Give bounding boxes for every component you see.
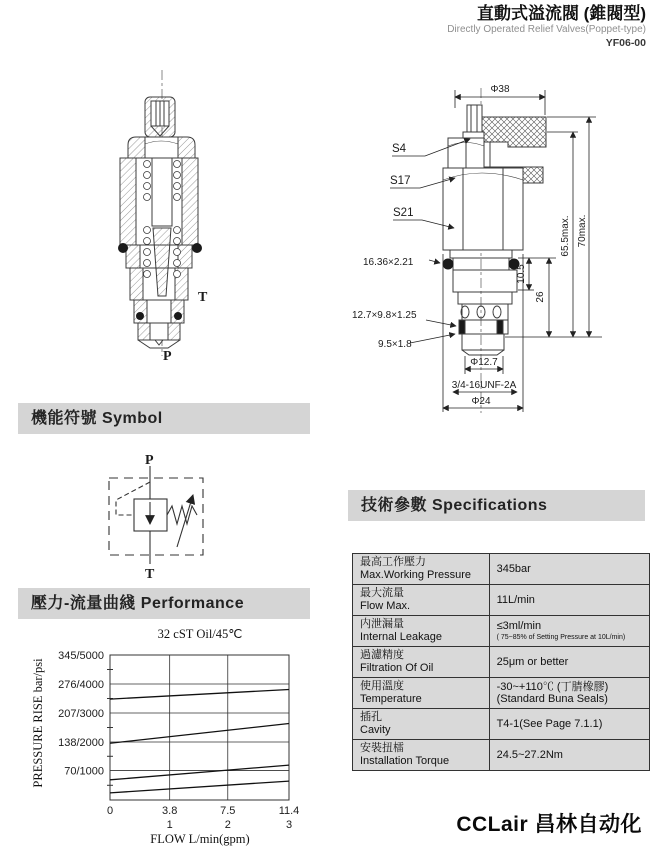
section-header-performance: 壓力-流量曲綫 Performance <box>18 588 310 619</box>
dim-oring: 16.36×2.21 <box>363 257 414 268</box>
label-s21: S21 <box>393 207 414 219</box>
spec-label-cn: 最大流量 <box>360 587 404 599</box>
dim-backup-ring: 12.7×9.8×1.25 <box>352 310 417 321</box>
valve-section-drawing <box>103 68 223 363</box>
chart-ylabel: PRESSURE RISE bar/psi <box>31 658 45 788</box>
spec-row-cavity <box>353 709 650 740</box>
dim-65-5max: 65.5max. <box>560 215 571 257</box>
spec-label-cn: 安裝扭檑 <box>360 742 404 754</box>
port-label-p: P <box>163 349 172 363</box>
svg-text:276/4000: 276/4000 <box>58 679 104 691</box>
spec-label-cn: 最高工作壓力 <box>360 556 426 568</box>
dim-seal: 9.5×1.8 <box>378 339 412 350</box>
dim-thread: 3/4-16UNF-2A <box>451 380 517 391</box>
svg-text:2: 2 <box>224 819 231 831</box>
dim-10-5: 10.5 <box>516 264 527 284</box>
section-header-specifications: 技術參數 Specifications <box>348 490 645 521</box>
chart-xlabel: FLOW L/min(gpm) <box>150 832 250 846</box>
dim-26: 26 <box>535 291 546 303</box>
svg-text:138/2000: 138/2000 <box>58 737 104 749</box>
spec-value: 24.5~27.2Nm <box>496 748 563 761</box>
symbol-port-t: T <box>145 567 155 582</box>
svg-text:1: 1 <box>166 819 173 831</box>
spec-row-max-working-pressure <box>353 554 650 585</box>
spec-value: T4-1(See Page 7.1.1) <box>496 717 603 730</box>
dim-dia38: Φ38 <box>490 84 510 95</box>
title-chinese: 直動式溢流閥 (錐閥型) <box>476 4 646 23</box>
spec-value-note: ( 75~85% of Setting Pressure at 10L/min) <box>496 634 626 641</box>
spec-label-en: Installation Torque <box>360 755 450 767</box>
dim-dia24: Φ24 <box>471 396 491 407</box>
spec-row-filtration <box>353 647 650 678</box>
svg-text:207/3000: 207/3000 <box>58 708 104 720</box>
model-number: YF06-00 <box>605 36 646 49</box>
spec-label-cn: 插孔 <box>360 711 382 723</box>
svg-text:3.8: 3.8 <box>162 805 178 817</box>
section-header-symbol: 機能符號 Symbol <box>18 403 310 434</box>
spec-label-en: Max.Working Pressure <box>360 569 472 581</box>
performance-chart <box>28 626 338 841</box>
svg-text:70/1000: 70/1000 <box>64 765 104 778</box>
spec-row-installation-torque <box>353 740 650 771</box>
spec-value-note: (Standard Buna Seals) <box>496 693 608 705</box>
svg-text:3: 3 <box>285 819 293 831</box>
spec-value: -30~+110℃ (丁腈橡膠) <box>496 681 609 693</box>
dim-70max: 70max. <box>577 214 588 248</box>
svg-text:0: 0 <box>106 805 114 817</box>
label-s17: S17 <box>390 175 411 187</box>
spec-value: 25μm or better <box>496 655 569 668</box>
spec-value: 11L/min <box>496 593 535 606</box>
label-s4: S4 <box>392 143 407 155</box>
spec-value: 345bar <box>496 562 531 575</box>
spec-label-en: Internal Leakage <box>360 631 442 643</box>
page-header <box>447 3 646 50</box>
port-label-t: T <box>198 290 208 305</box>
symbol-port-p: P <box>145 453 154 468</box>
spec-value: ≤3ml/min <box>496 620 542 632</box>
spec-label-cn: 使用溫度 <box>360 680 404 692</box>
spec-label-en: Flow Max. <box>360 600 411 612</box>
valve-dimension-drawing <box>330 68 650 415</box>
spec-label-en: Cavity <box>360 724 391 736</box>
svg-text:11.4: 11.4 <box>278 805 300 817</box>
hydraulic-symbol-diagram <box>85 450 235 585</box>
spec-label-cn: 内泄漏量 <box>360 618 404 630</box>
spec-row-flow-max <box>353 585 650 616</box>
brand-logo: CCLair 昌林自动化 <box>456 813 642 836</box>
svg-text:7.5: 7.5 <box>220 805 236 817</box>
svg-text:345/5000: 345/5000 <box>58 650 104 662</box>
specifications-table <box>352 553 650 771</box>
spec-label-en: Filtration Of Oil <box>360 662 434 674</box>
title-english: Directly Operated Relief Valves(Poppet-type) <box>447 24 646 36</box>
spec-label-en: Temperature <box>360 693 422 705</box>
spec-label-cn: 過濾精度 <box>360 649 404 661</box>
chart-title: 32 cST Oil/45℃ <box>157 627 243 641</box>
spec-row-internal-leakage <box>353 616 650 647</box>
spec-row-temperature <box>353 678 650 709</box>
dim-dia12-7: Φ12.7 <box>470 357 498 368</box>
